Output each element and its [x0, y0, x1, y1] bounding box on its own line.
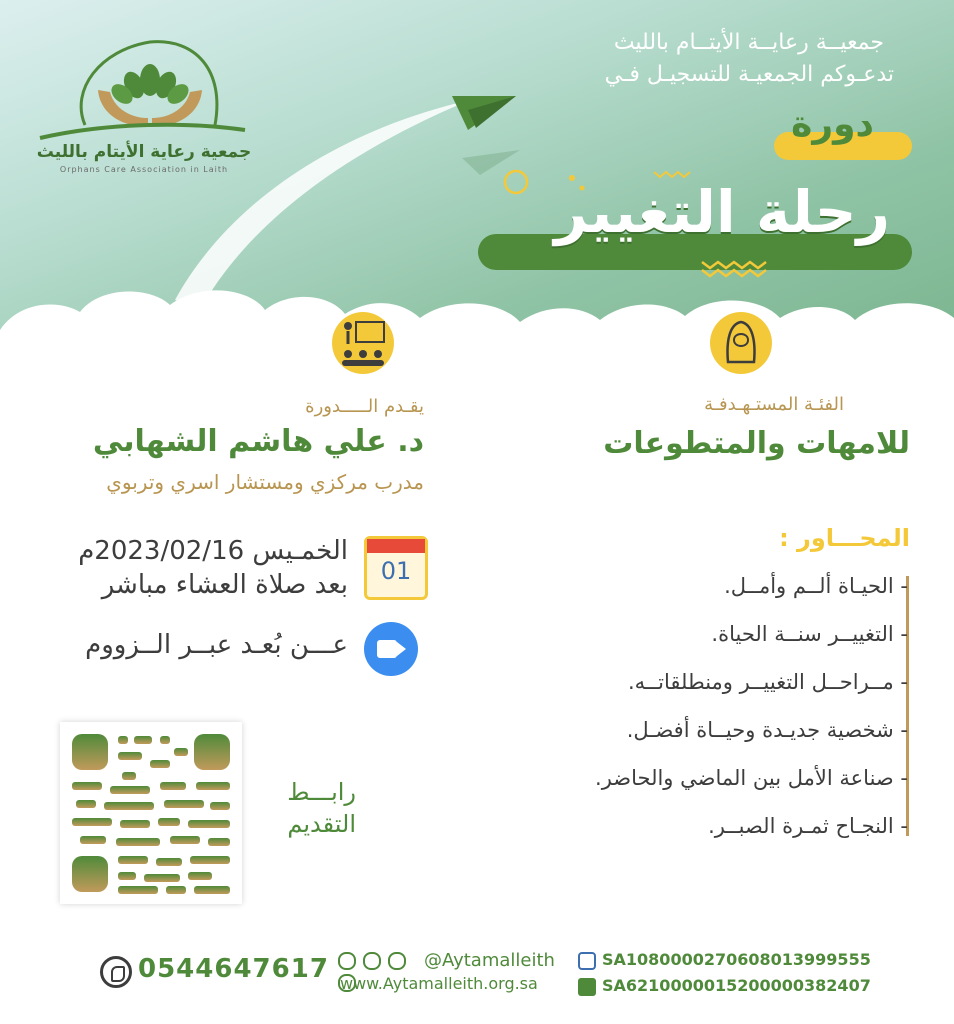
bank-icon-1 — [578, 952, 596, 970]
schedule-time: بعد صلاة العشاء مباشر — [101, 570, 348, 600]
footer-iban-2: SA6210000015200000382407 — [602, 976, 871, 995]
register-line-2: التقديم — [287, 810, 356, 838]
register-line-1: رابـــط — [287, 778, 356, 806]
list-item: - شخصية جديـدة وحيــاة أفضـل. — [626, 718, 908, 742]
zigzag-decoration-icon — [700, 256, 770, 280]
topics-list — [595, 566, 908, 854]
footer-iban-1: SA1080000270608013999555 — [602, 950, 871, 969]
qr-code-icon — [60, 722, 242, 904]
footer-website[interactable]: www.Aytamalleith.org.sa — [340, 974, 538, 993]
presenter-title: مدرب مركزي ومستشار اسري وتربوي — [106, 470, 424, 494]
bank-icon-2 — [578, 978, 596, 996]
list-item: - مــراحــل التغييــر ومنطلقاتــه. — [627, 670, 908, 694]
invite-line-2: تدعـوكم الجمعيـة للتسجيـل فـي — [604, 62, 894, 87]
calendar-icon — [364, 536, 428, 600]
footer-handle[interactable]: Aytamalleith@ — [424, 950, 555, 971]
footer-phone[interactable]: 0544647617 — [138, 954, 329, 984]
snapchat-icon[interactable] — [338, 952, 356, 970]
list-item: - الحيـاة ألــم وأمــل. — [724, 574, 908, 598]
woman-icon — [708, 310, 774, 376]
presenter-icon — [330, 310, 396, 376]
social-icons — [338, 952, 422, 972]
list-item: - التغييــر سنــة الحياة. — [711, 622, 908, 646]
twitter-icon[interactable] — [363, 952, 381, 970]
list-item: - النجـاح ثمـرة الصبــر. — [708, 814, 908, 838]
presenter-name: د. علي هاشم الشهابي — [92, 424, 424, 459]
presenter-label: يقـدم الـــــدورة — [305, 396, 424, 417]
audience-value: للامهات والمتطوعات — [603, 426, 910, 461]
course-badge: دورة — [791, 104, 874, 145]
whatsapp-icon — [100, 956, 132, 988]
audience-label: الفئـة المستـهـدفـة — [704, 394, 844, 415]
hero-banner — [0, 0, 954, 360]
course-title: رحلة التغيير — [554, 178, 890, 246]
zigzag-small-icon — [652, 168, 692, 182]
topics-title: المحـــاور : — [779, 524, 910, 552]
calendar-day: 01 — [380, 557, 412, 585]
invite-line-1: جمعيــة رعايــة الأيتــام بالليث — [613, 30, 884, 55]
zoom-icon — [364, 622, 418, 676]
org-name-arabic: جمعية رعاية الأيتام بالليث — [36, 142, 252, 162]
schedule-date: الخمـيس 2023/02/16م — [78, 536, 348, 566]
org-name-english: Orphans Care Association in Laith — [59, 165, 229, 174]
facebook-icon[interactable] — [388, 952, 406, 970]
list-item: - صناعة الأمل بين الماضي والحاضر. — [595, 766, 908, 790]
mode-text: عـــن بُعـد عبــر الــزووم — [85, 630, 348, 660]
registration-qr-code[interactable] — [60, 722, 242, 904]
